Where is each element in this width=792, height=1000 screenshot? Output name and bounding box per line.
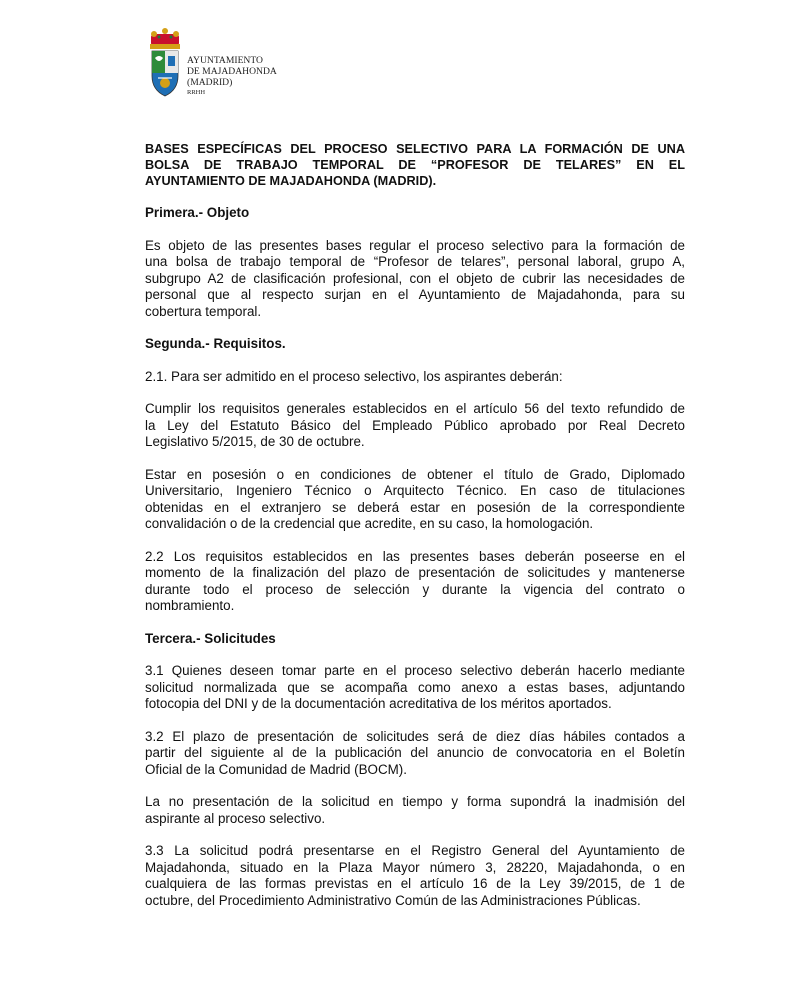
department-label: RRHH <box>187 89 206 96</box>
text-line: 2.1. Para ser admitido en el proceso selectivo, los aspirantes deberán: <box>145 368 563 384</box>
coat-of-arms-icon <box>146 28 184 100</box>
org-line-3: (MADRID) <box>187 77 233 88</box>
paragraph-requisitos-generales <box>145 401 685 451</box>
document-body <box>145 141 685 925</box>
paragraph-2-2 <box>145 549 685 615</box>
title-line: AYUNTAMIENTO DE MAJADAHONDA (MADRID). <box>145 174 437 188</box>
paragraph-objeto <box>145 238 685 321</box>
org-line-1: AYUNTAMIENTO <box>187 55 263 66</box>
text-line: Majadahonda, situado en la Plaza Mayor número 3, 28220, Majadahonda, o en <box>145 859 685 875</box>
text-line: solicitud normalizada que se acompaña como anexo a estas bases, adjuntando <box>145 679 685 695</box>
text-line: Estar en posesión o en condiciones de obtener el título de Grado, Diplomado <box>145 466 685 482</box>
paragraph-2-1 <box>145 369 685 386</box>
text-line: Es objeto de las presentes bases regular el proceso selectivo para la formación de <box>145 237 685 253</box>
section-heading-tercera: Tercera.- Solicitudes <box>145 630 276 646</box>
text-line: Oficial de la Comunidad de Madrid (BOCM). <box>145 761 407 777</box>
section-heading-segunda: Segunda.- Requisitos. <box>145 336 286 351</box>
text-line: una bolsa de trabajo temporal de “Profesor de telares”, personal laboral, grupo A, <box>145 254 685 269</box>
text-line: la Ley del Estatuto Básico del Empleado Público aprobado por Real Decreto <box>145 417 685 433</box>
text-line: durante todo el proceso de selección y durante la vigencia del contrato o <box>145 581 685 597</box>
document-title <box>145 141 685 189</box>
text-line: obtenidas en el extranjero se deberá estar en posesión de la correspondiente <box>145 499 685 515</box>
paragraph-titulacion <box>145 467 685 533</box>
letterhead <box>146 28 446 103</box>
text-line: subgrupo A2 de clasificación profesional, con el objeto de cubrir las necesidades de <box>145 270 685 286</box>
org-line-2: DE MAJADAHONDA <box>187 66 277 77</box>
organization-name <box>187 55 277 97</box>
section-heading-primera: Primera.- Objeto <box>145 205 250 220</box>
title-line: BOLSA DE TRABAJO TEMPORAL DE “PROFESOR DE TELARES” EN EL <box>145 158 685 172</box>
text-line: 3.2 El plazo de presentación de solicitudes será de diez días hábiles contados a <box>145 728 685 744</box>
text-line: momento de la finalización del plazo de presentación de solicitudes y mantenerse <box>145 565 685 580</box>
text-line: Universitario, Ingeniero Técnico o Arquitecto Técnico. En caso de titulaciones <box>145 483 685 498</box>
text-line: octubre, del Procedimiento Administrativo Común de las Administraciones Públicas. <box>145 892 641 908</box>
paragraph-3-1 <box>145 663 685 713</box>
text-line: 2.2 Los requisitos establecidos en las presentes bases deberán poseerse en el <box>145 548 685 564</box>
text-line: personal que al respecto surjan en el Ayuntamiento de Majadahonda, para su <box>145 287 685 302</box>
title-line: BASES ESPECÍFICAS DEL PROCESO SELECTIVO PARA LA FORMACIÓN DE UNA <box>145 142 685 156</box>
text-line: 3.3 La solicitud podrá presentarse en el Registro General del Ayuntamiento de <box>145 843 685 858</box>
text-line: nombramiento. <box>145 598 235 613</box>
text-line: aspirante al proceso selectivo. <box>145 810 326 826</box>
text-line: cualquiera de las formas previstas en el artículo 16 de la Ley 39/2015, de 1 de <box>145 876 685 891</box>
text-line: fotocopia del DNI y de la documentación acreditativa de los méritos aportados. <box>145 696 612 711</box>
text-line: partir del siguiente al de la publicación del anuncio de convocatoria en el Boletín <box>145 745 685 760</box>
text-line: convalidación o de la credencial que acredite, en su caso, la homologación. <box>145 516 594 531</box>
paragraph-3-2 <box>145 729 685 779</box>
text-line: 3.1 Quienes deseen tomar parte en el proceso selectivo deberán hacerlo mediante <box>145 663 685 678</box>
text-line: cobertura temporal. <box>145 303 262 319</box>
text-line: Legislativo 5/2015, de 30 de octubre. <box>145 434 365 449</box>
paragraph-3-3 <box>145 843 685 909</box>
text-line: La no presentación de la solicitud en tiempo y forma supondrá la inadmisión del <box>145 794 685 809</box>
paragraph-inadmision <box>145 794 685 827</box>
text-line: Cumplir los requisitos generales establecidos en el artículo 56 del texto refundido de <box>145 401 685 416</box>
